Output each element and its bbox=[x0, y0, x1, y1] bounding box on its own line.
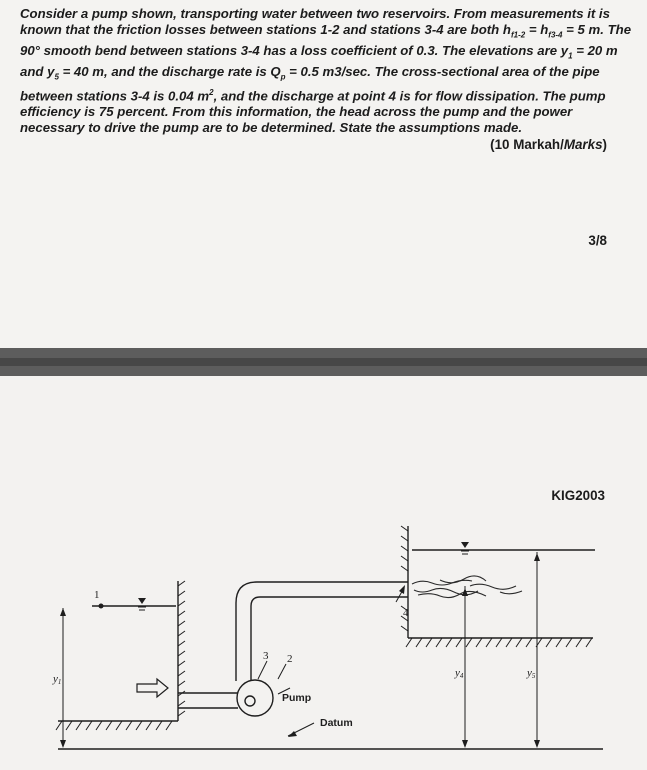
station-1-point bbox=[99, 604, 104, 609]
pump-impeller bbox=[245, 696, 255, 706]
station-1-label: 1 bbox=[94, 589, 100, 601]
page-number: 3/8 bbox=[588, 233, 607, 248]
pump-label: Pump bbox=[282, 692, 312, 704]
marks-label: (10 Markah/Marks) bbox=[490, 137, 607, 152]
station-4-label: 4 bbox=[403, 607, 409, 619]
page-3 bbox=[0, 0, 647, 348]
course-code: KIG2003 bbox=[551, 488, 605, 503]
pump-casing bbox=[237, 680, 273, 716]
datum-label: Datum bbox=[320, 717, 353, 729]
y5-label: y5 bbox=[527, 667, 536, 680]
station-2-label: 2 bbox=[287, 653, 293, 665]
bend-inner bbox=[251, 597, 260, 606]
y4-label: y4 bbox=[455, 667, 464, 680]
bend-outer bbox=[236, 582, 257, 603]
water-level-marker-right bbox=[461, 542, 469, 548]
ground-hatch-left bbox=[56, 721, 172, 730]
page-divider bbox=[0, 348, 647, 376]
question-text: Consider a pump shown, transporting water between two reservoirs. From measurements it is known that the friction losses between stations 1-2 and stations 3-4 are both $h_{f1-2} = h_{f3-4} = 5$ m. The 90° smooth bend between stations 3-4 has a loss coefficient of 0.3. The elevations are $y_1 = 20$ m and $y_5 = 40$ m, and the discharge rate is $Q_p = 0.5$ m3/sec. The cross-sectional area of the pipe between stations 3-4 is 0.04 $m^2$, and the discharge at point 4 is for flow dissipation. The pump efficiency is 75 percent. From this information, the head across the pump and the power necessary to drive the pump are to be determined. State the assumptions made. bbox=[20, 6, 632, 135]
pump-system-diagram bbox=[0, 376, 647, 770]
station-3-label: 3 bbox=[263, 650, 269, 662]
water-level-marker-left bbox=[138, 598, 146, 604]
flow-arrow-icon bbox=[137, 679, 168, 697]
y1-label: y1 bbox=[53, 673, 62, 686]
